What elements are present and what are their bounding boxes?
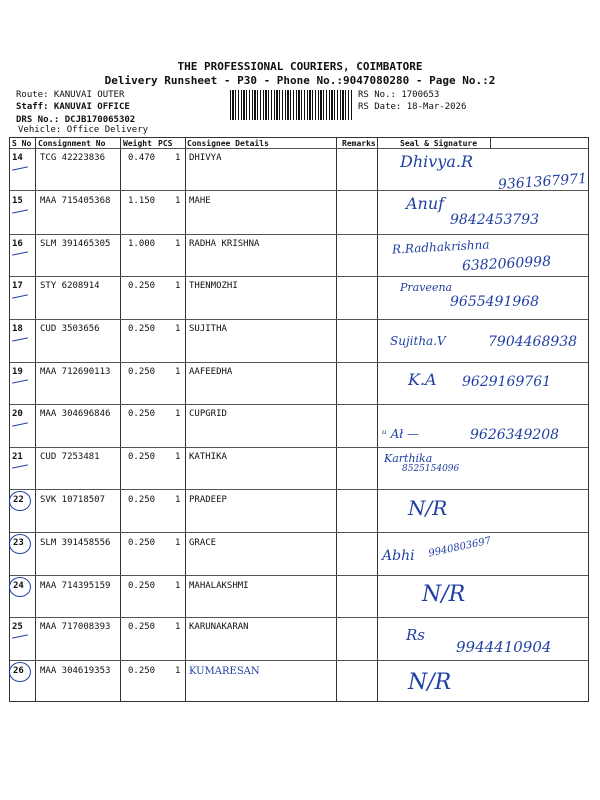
row-weight: 0.250: [128, 324, 156, 334]
signature-phone: 9361367971: [497, 170, 588, 194]
row-consignee-handwritten: KUMARESAN: [189, 666, 260, 677]
row-consignee: PRADEEP: [189, 495, 227, 505]
runsheet-subtitle: Delivery Runsheet - P30 - Phone No.:9047080280 - Page No.:2: [104, 74, 496, 87]
row-sno: 18: [12, 324, 23, 334]
signature-name: Anuf: [406, 194, 445, 213]
row-sno: 14: [12, 153, 23, 163]
signature-phone: 8525154096: [402, 464, 460, 474]
signature-phone: 7904468938: [488, 334, 578, 350]
row-consignee: THENMOZHI: [189, 281, 238, 291]
row-sno: 24: [13, 581, 24, 591]
col-remarks: Remarks: [342, 139, 376, 148]
row-pcs: 1: [175, 452, 181, 462]
row-sno: 23: [13, 538, 24, 548]
signature-name: Sujitha.V: [390, 334, 446, 348]
rs-date: RS Date: 18-Mar-2026: [358, 102, 467, 112]
row-sno: 15: [12, 196, 23, 206]
route-label: Route: KANUVAI OUTER: [16, 90, 125, 100]
signature-name: Karthika: [384, 452, 433, 465]
row-sno: 17: [12, 281, 23, 291]
row-weight: 0.250: [128, 409, 156, 419]
row-consignee: KATHIKA: [189, 452, 227, 462]
row-weight: 0.250: [128, 538, 156, 548]
signature-phone: 9944410904: [456, 638, 552, 656]
row-weight: 0.470: [128, 153, 156, 163]
row-weight: 1.150: [128, 196, 156, 206]
signature-phone: 6382060998: [461, 253, 552, 275]
signature-name: Praveena: [400, 281, 453, 294]
row-sno: 16: [12, 239, 23, 249]
row-pcs: 1: [175, 153, 181, 163]
row-consignment: STY 6208914: [40, 281, 100, 291]
barcode-image: [230, 90, 352, 120]
row-pcs: 1: [175, 495, 181, 505]
row-pcs: 1: [175, 409, 181, 419]
row-consignment: CUD 7253481: [40, 452, 100, 462]
row-weight: 0.250: [128, 666, 156, 676]
rs-number: RS No.: 1700653: [358, 90, 440, 100]
row-consignment: SLM 391465305: [40, 239, 111, 249]
row-consignee: KARUNAKARAN: [189, 622, 249, 632]
row-pcs: 1: [175, 538, 181, 548]
col-consignment: Consignment No: [38, 139, 106, 148]
signature-name: Dhivya.R: [400, 152, 473, 171]
col-consignee: Consignee Details: [187, 139, 269, 148]
signature-name: R.Radhakrishna: [391, 237, 490, 257]
signature-name: Rs: [406, 626, 425, 644]
row-sno: 19: [12, 367, 23, 377]
row-pcs: 1: [175, 281, 181, 291]
row-consignment: MAA 712690113: [40, 367, 111, 377]
signature-name: N/R: [422, 582, 466, 607]
row-consignee: GRACE: [189, 538, 217, 548]
signature-phone: 9626349208: [470, 427, 560, 443]
col-weight: Weight: [123, 139, 152, 148]
row-consignee: CUPGRID: [189, 409, 227, 419]
col-seal-signature: Seal & Signature: [400, 139, 478, 148]
row-consignment: MAA 304696846: [40, 409, 111, 419]
row-weight: 0.250: [128, 452, 156, 462]
row-consignment: MAA 717008393: [40, 622, 111, 632]
col-pcs: PCS: [158, 139, 173, 148]
row-consignment: MAA 304619353: [40, 666, 111, 676]
row-consignment: MAA 714395159: [40, 581, 111, 591]
row-weight: 0.250: [128, 581, 156, 591]
signature-phone: 9842453793: [450, 212, 540, 228]
delivery-table: [9, 137, 589, 702]
signature-mark: ᵘ Ał —: [382, 427, 419, 441]
row-consignee: MAHE: [189, 196, 211, 206]
row-pcs: 1: [175, 239, 181, 249]
signature-phone: 9940803697: [427, 535, 493, 560]
row-sno: 21: [12, 452, 23, 462]
row-sno: 22: [13, 495, 24, 505]
row-consignment: MAA 715405368: [40, 196, 111, 206]
row-sno: 25: [12, 622, 23, 632]
col-sno: S No: [12, 139, 32, 148]
row-weight: 0.250: [128, 495, 156, 505]
row-consignee: MAHALAKSHMI: [189, 581, 249, 591]
row-weight: 0.250: [128, 367, 156, 377]
row-sno: 26: [13, 666, 24, 676]
signature-name: N/R: [408, 670, 452, 695]
signature-name: Abhi: [382, 548, 415, 564]
row-weight: 0.250: [128, 622, 156, 632]
vehicle-label: Vehicle: Office Delivery: [18, 125, 149, 135]
row-consignment: SVK 10718507: [40, 495, 106, 505]
row-consignee: RADHA KRISHNA: [189, 239, 260, 249]
row-consignee: DHIVYA: [189, 153, 222, 163]
row-weight: 1.000: [128, 239, 156, 249]
company-title: THE PROFESSIONAL COURIERS, COIMBATORE: [177, 60, 423, 73]
row-consignment: SLM 391458556: [40, 538, 111, 548]
signature-name: N/R: [408, 496, 448, 520]
signature-name: K.A: [408, 370, 437, 389]
row-consignment: TCG 42223836: [40, 153, 106, 163]
row-consignee: SUJITHA: [189, 324, 227, 334]
signature-phone: 9629169761: [462, 374, 552, 390]
row-pcs: 1: [175, 581, 181, 591]
staff-label: Staff: KANUVAI OFFICE: [16, 102, 130, 112]
row-pcs: 1: [175, 622, 181, 632]
row-pcs: 1: [175, 324, 181, 334]
row-pcs: 1: [175, 367, 181, 377]
drs-label: DRS No.: DCJB170065302: [16, 115, 136, 125]
row-consignee: AAFEEDHA: [189, 367, 233, 377]
row-pcs: 1: [175, 196, 181, 206]
signature-phone: 9655491968: [450, 294, 540, 310]
row-consignment: CUD 3503656: [40, 324, 100, 334]
row-sno: 20: [12, 409, 23, 419]
row-weight: 0.250: [128, 281, 156, 291]
row-pcs: 1: [175, 666, 181, 676]
